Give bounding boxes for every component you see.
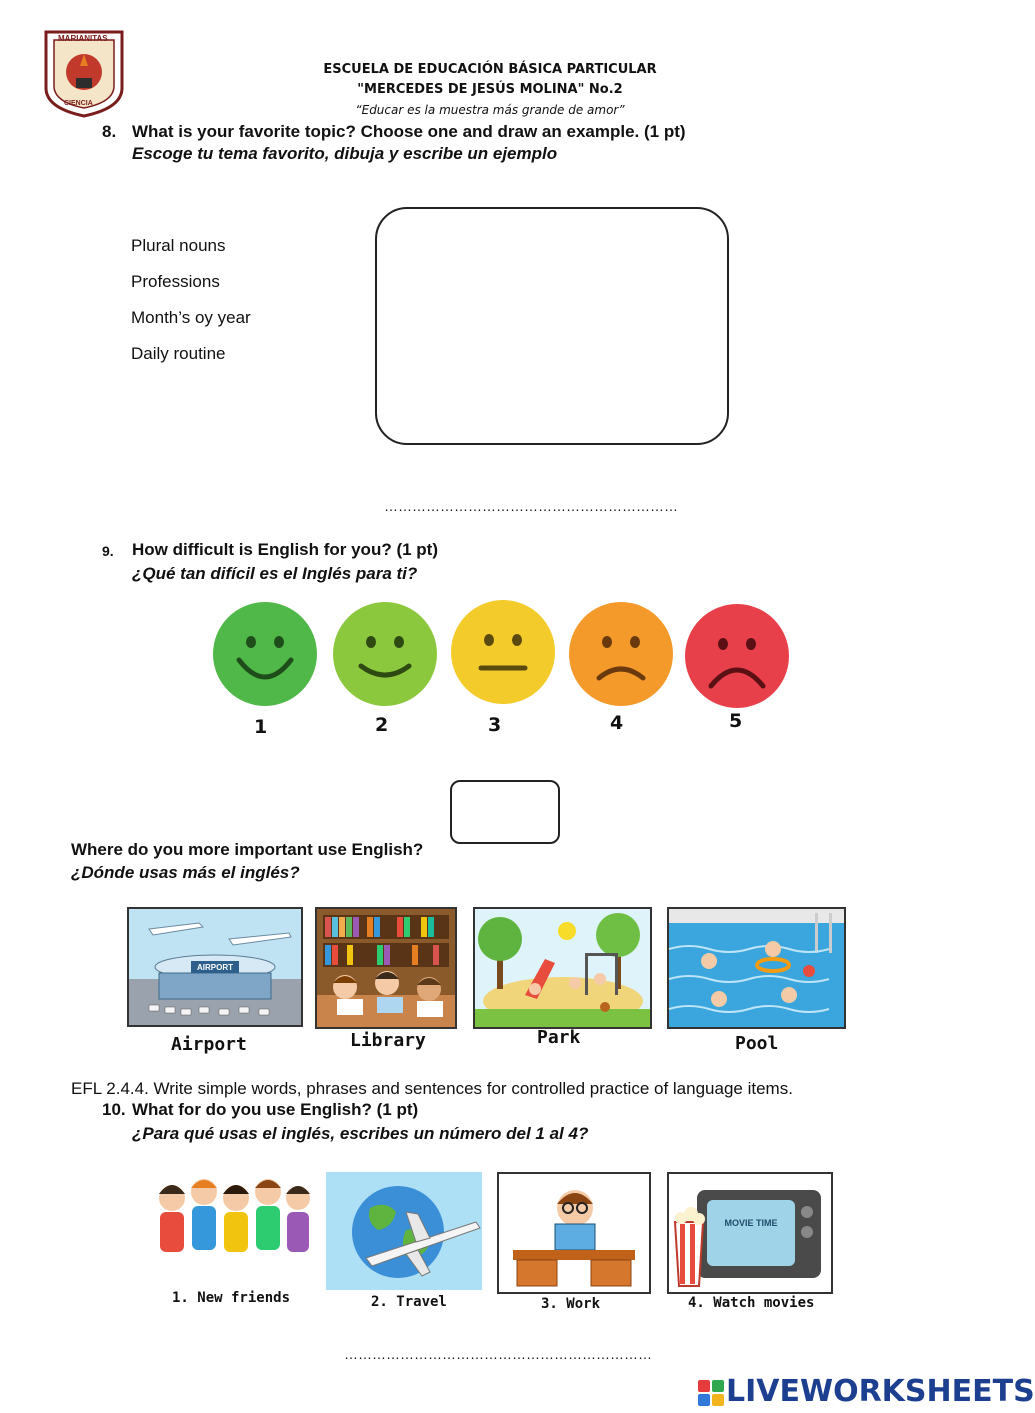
watch-movies-image[interactable]	[667, 1172, 833, 1294]
difficulty-faces	[205, 600, 800, 740]
face-2-smile-icon[interactable]	[333, 602, 437, 706]
topic-plural-nouns[interactable]: Plural nouns	[131, 236, 226, 255]
face-5-big-frown-icon[interactable]	[685, 604, 789, 708]
q9-number: 9.	[102, 543, 114, 559]
work-image[interactable]	[497, 1172, 651, 1294]
drawing-box[interactable]	[375, 207, 729, 445]
park-label: Park	[537, 1027, 581, 1048]
travel-label: 2. Travel	[371, 1294, 447, 1310]
logo-text-bottom: CIENCIA	[64, 100, 93, 107]
face-3-neutral-icon[interactable]	[451, 600, 555, 704]
face-label-3: 3	[488, 714, 502, 736]
logo-text-top: MARIANITAS	[58, 34, 108, 43]
face-label-4: 4	[610, 712, 624, 734]
school-name-line1: ESCUELA DE EDUCACIÓN BÁSICA PARTICULAR	[323, 62, 657, 77]
topic-daily-routine[interactable]: Daily routine	[131, 344, 226, 363]
topic-months[interactable]: Month’s oy year	[131, 308, 251, 327]
work-label: 3. Work	[541, 1296, 601, 1312]
q8-number: 8.	[102, 122, 117, 141]
travel-image[interactable]	[326, 1172, 482, 1290]
q10-number: 10.	[102, 1100, 126, 1119]
q10-title: What for do you use English? (1 pt)	[132, 1100, 419, 1119]
new-friends-label: 1. New friends	[172, 1290, 291, 1306]
efl-objective-note: EFL 2.4.4. Write simple words, phrases and sentences for controlled practice of language items.	[71, 1079, 793, 1098]
library-label: Library	[350, 1030, 426, 1051]
pool-image[interactable]	[667, 907, 846, 1029]
q9-title: How difficult is English for you? (1 pt)	[132, 540, 438, 559]
face-label-2: 2	[375, 714, 389, 736]
new-friends-image[interactable]	[152, 1168, 312, 1286]
q9-answer-box[interactable]	[450, 780, 560, 844]
school-motto: “Educar es la muestra más grande de amor”	[355, 103, 625, 117]
airport-label: Airport	[171, 1034, 247, 1055]
where-subtitle: ¿Dónde usas más el inglés?	[71, 863, 300, 882]
q10-subtitle: ¿Para qué usas el inglés, escribes un número del 1 al 4?	[132, 1124, 589, 1143]
library-image[interactable]	[315, 907, 457, 1029]
where-title: Where do you more important use English?	[71, 840, 424, 859]
q8-subtitle: Escoge tu tema favorito, dibuja y escribe un ejemplo	[132, 144, 558, 163]
school-name-line2: "MERCEDES DE JESÚS MOLINA" No.2	[357, 82, 623, 97]
q10-answer-line[interactable]: …………………………………………………………	[344, 1346, 652, 1362]
face-1-big-smile-icon[interactable]	[213, 602, 317, 706]
airport-image[interactable]	[127, 907, 303, 1027]
topic-professions[interactable]: Professions	[131, 272, 220, 291]
movie-time-text: MOVIE TIME	[724, 1218, 778, 1228]
park-image[interactable]	[473, 907, 652, 1029]
liveworksheets-logo-icon	[698, 1380, 724, 1406]
face-label-1: 1	[254, 716, 268, 738]
q9-subtitle: ¿Qué tan difícil es el Inglés para ti?	[132, 564, 418, 583]
face-label-5: 5	[729, 710, 743, 732]
q8-answer-line[interactable]: ………………………………………………………	[384, 498, 678, 514]
liveworksheets-brand[interactable]: LIVEWORKSHEETS	[726, 1374, 1035, 1409]
q8-title: What is your favorite topic? Choose one and draw an example. (1 pt)	[132, 122, 686, 141]
airport-sign: AIRPORT	[197, 963, 233, 972]
face-4-frown-icon[interactable]	[569, 602, 673, 706]
watch-movies-label: 4. Watch movies	[688, 1295, 815, 1311]
pool-label: Pool	[735, 1033, 779, 1054]
